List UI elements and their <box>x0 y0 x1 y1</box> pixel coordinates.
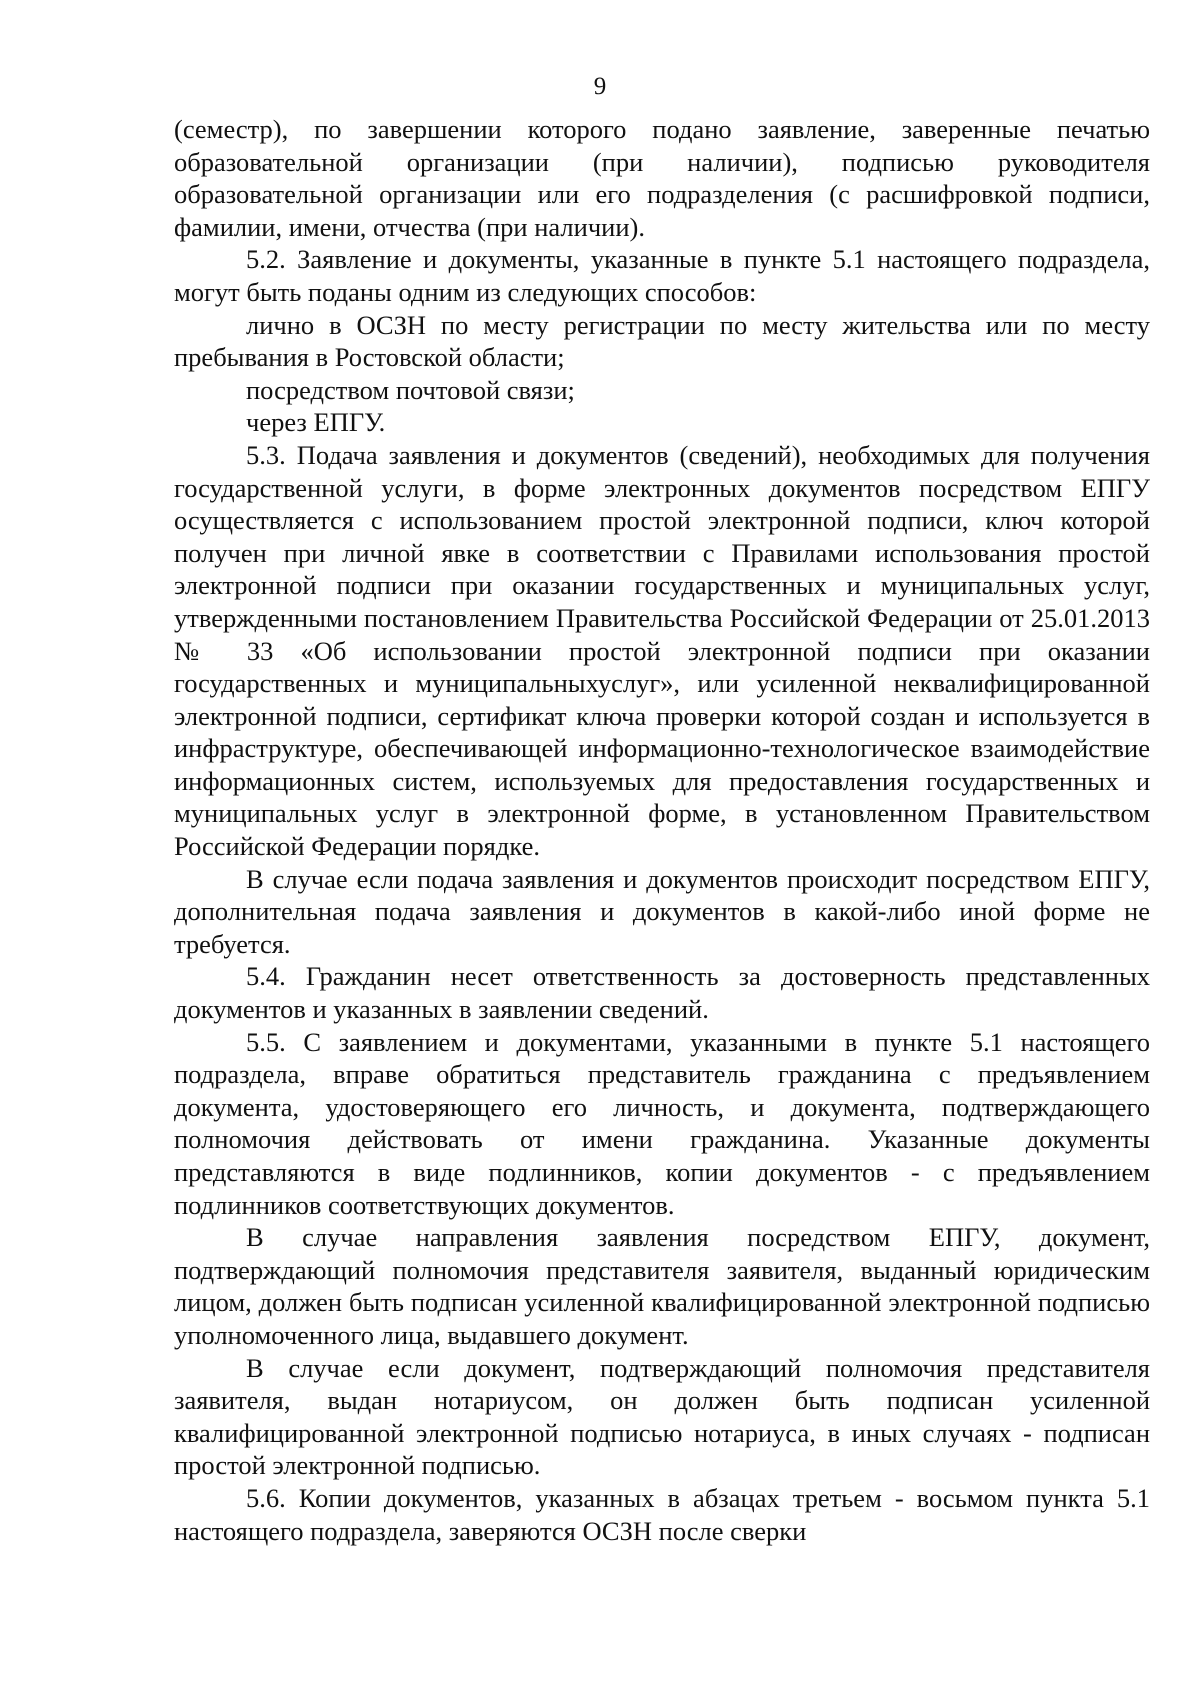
paragraph-method-in-person: лично в ОСЗН по месту регистрации по месту жительства или по месту пребывания в Ростовской области; <box>174 309 1150 373</box>
document-body <box>174 113 1150 1547</box>
page-number: 9 <box>593 73 607 100</box>
paragraph-continuation: (семестр), по завершении которого подано заявление, заверенные печатью образовательной организации (при наличии), подписью руководителя образовательной организации или его подразделения (с расшифровкой подписи, фамилии, имени, отчества (при наличии). <box>174 114 1150 242</box>
paragraph-5-5: 5.5. С заявлением и документами, указанными в пункте 5.1 настоящего подраздела, вправе обратиться представитель гражданина с предъявлением документа, удостоверяющего его личность, и документа, подтверждающего полномочия действовать от имени гражданина. Указанные документы представляются в виде подлинников, копии документов - с предъявлением подлинников соответствующих документов. <box>174 1026 1150 1220</box>
paragraph-5-6: 5.6. Копии документов, указанных в абзацах третьем - восьмом пункта 5.1 настоящего подраздела, заверяются ОСЗН после сверки <box>174 1482 1150 1546</box>
paragraph-5-4: 5.4. Гражданин несет ответственность за достоверность представленных документов и указанных в заявлении сведений. <box>174 961 1150 1025</box>
paragraph-epgu-no-additional: В случае если подача заявления и документов происходит посредством ЕПГУ, дополнительная подача заявления и документов в какой-либо иной форме не требуется. <box>174 863 1150 959</box>
paragraph-notary-signature: В случае если документ, подтверждающий полномочия представителя заявителя, выдан нотариусом, он должен быть подписан усиленной квалифицированной электронной подписью нотариуса, в иных случаях - подписан простой электронной подписью. <box>174 1352 1150 1481</box>
paragraph-legal-entity-signature: В случае направления заявления посредством ЕПГУ, документ, подтверждающий полномочия представителя заявителя, выданный юридическим лицом, должен быть подписан усиленной квалифицированной электронной подписью уполномоченного лица, выдавшего документ. <box>174 1222 1150 1350</box>
paragraph-5-3: 5.3. Подача заявления и документов (сведений), необходимых для получения государственной услуги, в форме электронных документов посредством ЕПГУ осуществляется с использованием простой электронной подписи, ключ которой получен при личной явке в соответствии с Правилами использования простой электронной подписи при оказании государственных и муниципальных услуг, утвержденными постановлением Правительства Российской Федерации от 25.01.2013 № 33 «Об использовании простой электронной подписи при оказании государственных и муниципальныхуслуг», или усиленной неквалифицированной электронной подписи, сертификат ключа проверки которой создан и используется в инфраструктуре, обеспечивающей информационно-технологическое взаимодействие информационных систем, используемых для предоставления государственных и муниципальных услуг в электронной форме, в установленном Правительством Российской Федерации порядке. <box>174 439 1150 862</box>
paragraph-method-epgu: через ЕПГУ. <box>246 407 386 438</box>
paragraph-method-post: посредством почтовой связи; <box>246 374 575 405</box>
paragraph-5-2: 5.2. Заявление и документы, указанные в пункте 5.1 настоящего подраздела, могут быть поданы одним из следующих способов: <box>174 244 1150 307</box>
